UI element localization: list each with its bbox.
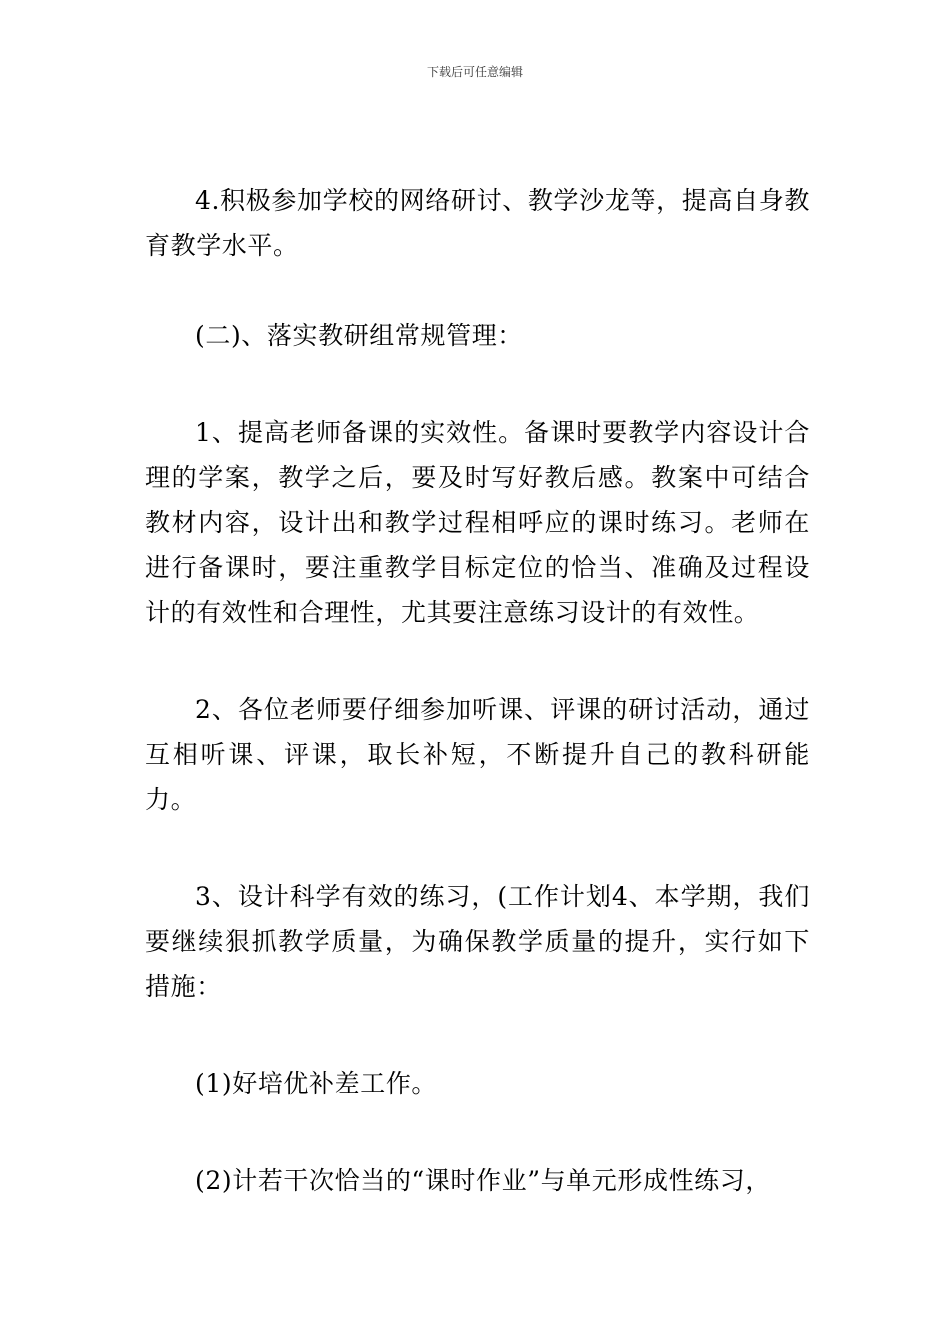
paragraph-lesson-prep: 1、提高老师备课的实效性。备课时要教学内容设计合理的学案，教学之后，要及时写好教后感。教案中可结合教材内容，设计出和教学过程相呼应的课时练习。老师在进行备课时，要注重教学目标定位的恰当、准确及过程设计的有效性和合理性，尤其要注意练习设计的有效性。 — [145, 418, 810, 627]
section-heading-routine-management: (二)、落实教研组常规管理： — [195, 321, 523, 350]
list-item-2: (2)计若干次恰当的“课时作业”与单元形成性练习， — [195, 1166, 771, 1195]
page-header: 下载后可任意编辑 — [426, 65, 523, 79]
document-body — [145, 178, 810, 1203]
list-item-1: (1)好培优补差工作。 — [195, 1069, 438, 1098]
paragraph-lesson-observation: 2、各位老师要仔细参加听课、评课的研讨活动，通过互相听课、评课，取长补短，不断提升自己的教科研能力。 — [145, 695, 810, 814]
paragraph-item-4: 4.积极参加学校的网络研讨、教学沙龙等，提高自身教育教学水平。 — [145, 186, 810, 260]
paragraph-exercise-design: 3、设计科学有效的练习，(工作计划4、本学期，我们要继续狠抓教学质量，为确保教学质量的提升，实行如下措施： — [145, 882, 810, 1001]
